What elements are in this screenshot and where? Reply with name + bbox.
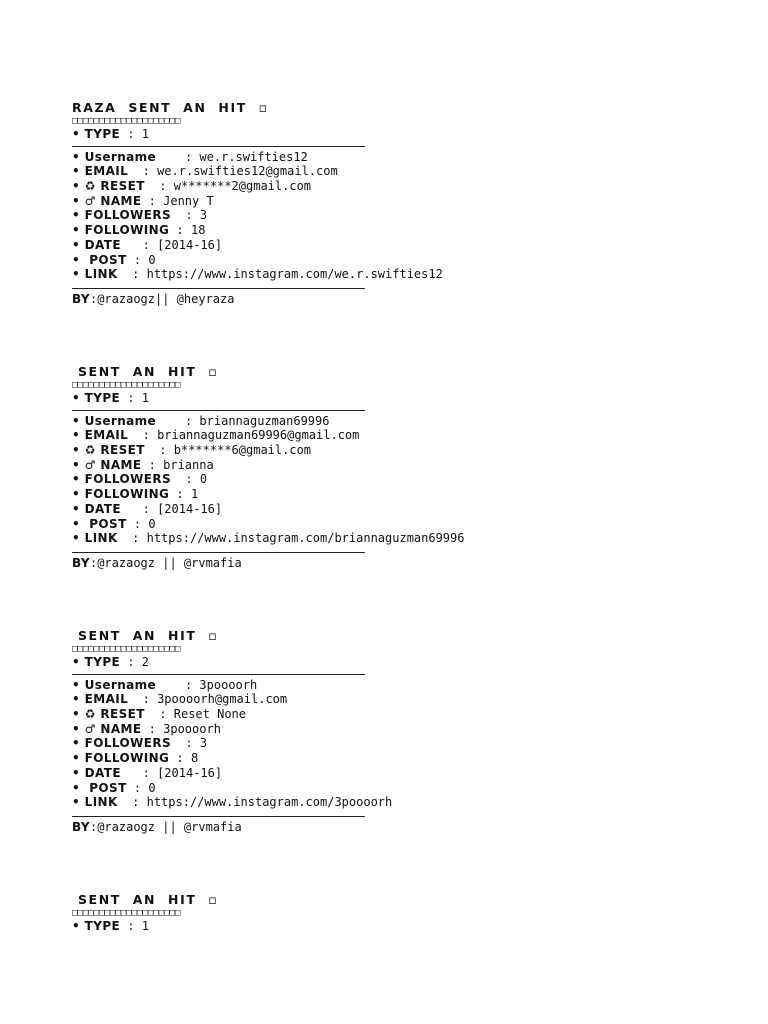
hit-entry	[72, 364, 465, 571]
by-value: :@razaogz || @rvmafia	[89, 555, 242, 570]
field-label: • FOLLOWING	[72, 223, 170, 238]
field-value: : 3poooorh	[141, 721, 221, 736]
field-row-date	[72, 502, 372, 517]
field-row-email	[72, 692, 372, 707]
field-row-email	[72, 164, 372, 179]
field-row-date	[72, 766, 372, 781]
type-row	[72, 655, 372, 670]
field-label: • ♂ NAME	[72, 193, 142, 208]
field-value: : Reset None	[144, 707, 247, 722]
field-value: : w*******2@gmail.com	[144, 179, 312, 194]
type-row	[72, 391, 372, 406]
separator-line	[72, 816, 365, 817]
field-label: • EMAIL	[72, 428, 129, 443]
field-value: : [2014-16]	[120, 237, 223, 252]
field-label: • LINK	[72, 795, 118, 810]
entry-title: SENT AN HIT ▫	[72, 892, 219, 907]
field-value: : briannaguzman69996@gmail.com	[128, 428, 360, 443]
field-label: • LINK	[72, 531, 118, 546]
field-label: • EMAIL	[72, 164, 129, 179]
field-label: • FOLLOWING	[72, 487, 170, 502]
by-value: :@razaogz|| @heyraza	[89, 291, 235, 306]
field-value: : 3poooorh	[156, 677, 258, 692]
by-value: :@razaogz || @rvmafia	[89, 819, 242, 834]
field-row-following	[72, 223, 372, 238]
field-value: : briannaguzman69996	[156, 413, 330, 428]
field-value: : 3	[171, 208, 208, 223]
entry-title: SENT AN HIT ▫	[72, 628, 219, 643]
field-label: • Username	[72, 149, 157, 164]
field-value: : 8	[169, 751, 199, 766]
field-label: • ♂ NAME	[72, 457, 142, 472]
by-label: BY	[72, 291, 90, 306]
profile-link: : https://www.instagram.com/we.r.swifties12	[117, 267, 443, 282]
field-value: : b*******6@gmail.com	[144, 443, 312, 458]
box-glyph-row: □□□□□□□□□□□□□□□□□□□□	[72, 908, 181, 918]
field-value: : 0	[126, 252, 156, 267]
separator-line	[72, 146, 365, 147]
field-label: • DATE	[72, 765, 121, 780]
separator-line	[72, 674, 365, 675]
field-row-email	[72, 428, 372, 443]
type-label: • TYPE	[72, 391, 121, 405]
type-value: : 2	[120, 655, 150, 669]
field-row-username	[72, 414, 372, 429]
field-value: : 3poooorh@gmail.com	[128, 692, 288, 707]
separator-line	[72, 288, 365, 289]
field-value: : we.r.swifties12	[156, 149, 308, 164]
field-row-post	[72, 517, 372, 532]
field-value: : we.r.swifties12@gmail.com	[128, 164, 338, 179]
entry-title: SENT AN HIT ▫	[72, 364, 219, 379]
field-row-reset	[72, 707, 372, 722]
separator-line	[72, 410, 365, 411]
field-row-name	[72, 458, 372, 473]
type-label: • TYPE	[72, 655, 121, 669]
field-label: • ♻ RESET	[72, 443, 145, 458]
by-label: BY	[72, 819, 90, 834]
field-row-date	[72, 238, 372, 253]
field-label: • POST	[72, 516, 127, 531]
separator-line	[72, 552, 365, 553]
field-value: : [2014-16]	[120, 765, 223, 780]
field-value: : [2014-16]	[120, 501, 223, 516]
field-value: : 0	[171, 472, 208, 487]
field-row-username	[72, 678, 372, 693]
field-label: • ♂ NAME	[72, 721, 142, 736]
field-row-following	[72, 487, 372, 502]
field-row-post	[72, 781, 372, 796]
field-label: • FOLLOWERS	[72, 736, 172, 751]
type-label: • TYPE	[72, 919, 121, 933]
field-label: • Username	[72, 677, 157, 692]
field-value: : 0	[126, 780, 156, 795]
field-row-link	[72, 267, 443, 282]
type-value: : 1	[120, 919, 150, 933]
field-value: : 3	[171, 736, 208, 751]
field-label: • DATE	[72, 237, 121, 252]
profile-link: : https://www.instagram.com/3poooorh	[117, 795, 393, 810]
box-glyph-row: □□□□□□□□□□□□□□□□□□□□	[72, 116, 181, 126]
field-label: • ♻ RESET	[72, 707, 145, 722]
field-row-link	[72, 795, 393, 810]
field-value: : 1	[169, 487, 199, 502]
field-row-link	[72, 531, 465, 546]
field-row-followers	[72, 736, 372, 751]
by-row	[72, 556, 372, 571]
field-row-name	[72, 722, 372, 737]
field-value: : 0	[126, 516, 156, 531]
field-value: : brianna	[141, 457, 214, 472]
hit-entry	[72, 892, 372, 934]
field-row-reset	[72, 179, 372, 194]
field-row-username	[72, 150, 372, 165]
field-value: : Jenny T	[141, 193, 214, 208]
field-row-reset	[72, 443, 372, 458]
field-label: • POST	[72, 252, 127, 267]
by-label: BY	[72, 555, 90, 570]
field-label: • FOLLOWERS	[72, 208, 172, 223]
by-row	[72, 820, 372, 835]
field-label: • EMAIL	[72, 692, 129, 707]
field-label: • POST	[72, 780, 127, 795]
field-label: • Username	[72, 413, 157, 428]
box-glyph-row: □□□□□□□□□□□□□□□□□□□□	[72, 380, 181, 390]
box-glyph-row: □□□□□□□□□□□□□□□□□□□□	[72, 644, 181, 654]
field-row-post	[72, 253, 372, 268]
field-row-name	[72, 194, 372, 209]
hit-entry	[72, 628, 393, 835]
type-row	[72, 919, 372, 934]
type-row	[72, 127, 372, 142]
type-label: • TYPE	[72, 127, 121, 141]
field-value: : 18	[169, 223, 206, 238]
by-row	[72, 292, 372, 307]
hit-entry	[72, 100, 443, 307]
type-value: : 1	[120, 127, 150, 141]
field-label: • ♻ RESET	[72, 179, 145, 194]
field-label: • FOLLOWERS	[72, 472, 172, 487]
field-row-following	[72, 751, 372, 766]
field-label: • DATE	[72, 501, 121, 516]
entry-title: RAZA SENT AN HIT ▫	[72, 100, 269, 115]
type-value: : 1	[120, 391, 150, 405]
field-row-followers	[72, 208, 372, 223]
field-row-followers	[72, 472, 372, 487]
profile-link: : https://www.instagram.com/briannaguzman69996	[117, 531, 465, 546]
field-label: • FOLLOWING	[72, 751, 170, 766]
field-label: • LINK	[72, 267, 118, 282]
